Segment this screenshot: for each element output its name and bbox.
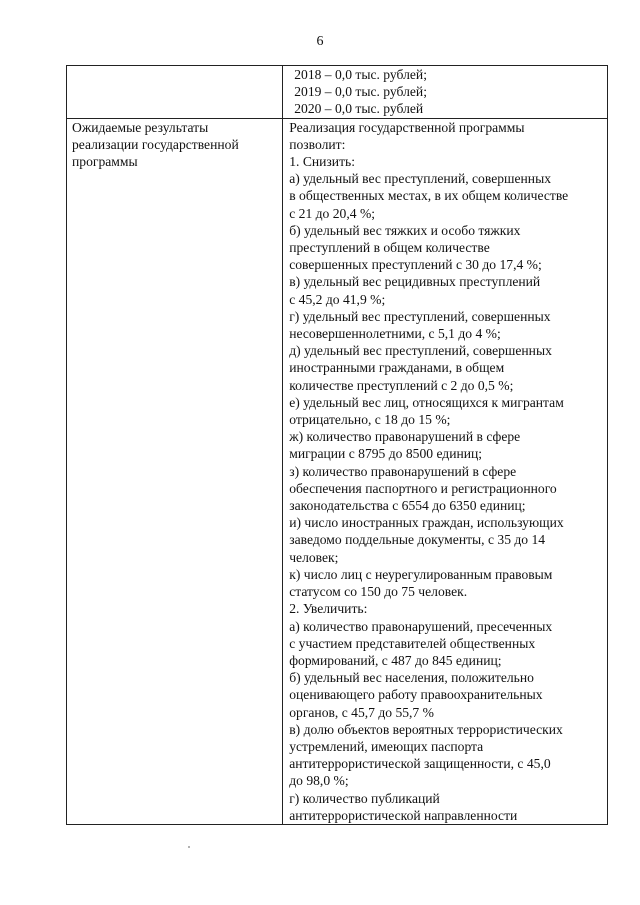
results-text-line: в) удельный вес рецидивных преступлений [289,274,541,290]
expected-results-text-cell [283,118,608,824]
results-text-line: до 98,0 %; [289,773,349,789]
results-text-line: законодательства с 6554 до 6350 единиц; [289,498,526,514]
results-text-line: миграции с 8795 до 8500 единиц; [289,446,483,462]
results-text-line: к) число лиц с неурегулированным правовым [289,566,553,582]
results-text-line: иностранными гражданами, в общем [289,360,505,376]
results-text-line: а) удельный вес преступлений, совершенных [289,171,552,187]
results-text-line: количестве преступлений с 2 до 0,5 %; [289,377,514,393]
results-section-heading: 2. Увеличить: [289,601,368,617]
results-section-heading: 1. Снизить: [289,154,355,170]
funding-year-2018: 2018 – 0,0 тыс. рублей; [294,67,427,82]
results-text-line: преступлений в общем количестве [289,240,490,256]
results-text-line: с 45,2 до 41,9 %; [289,291,386,307]
expected-results-label-line: Ожидаемые результаты [72,119,209,135]
results-text-line: оценивающего работу правоохранительных [289,687,543,703]
results-text-line: формирований, с 487 до 845 единиц; [289,652,502,668]
program-passport-table [66,65,608,825]
results-text-line: с участием представителей общественных [289,635,536,651]
expected-results-label-line: программы [72,154,138,170]
funding-year-2019: 2019 – 0,0 тыс. рублей; [294,84,427,100]
results-text-line: статусом со 150 до 75 человек. [289,584,468,600]
results-text-line: а) количество правонарушений, пресеченных [289,618,553,634]
results-text-line: з) количество правонарушений в сфере [289,463,517,479]
results-text-line: в общественных местах, в их общем количестве [289,188,569,204]
results-text-line: е) удельный вес лиц, относящихся к мигрантам [289,394,564,410]
results-text-line: позволит: [289,136,346,152]
results-text-line: г) удельный вес преступлений, совершенных [289,308,551,324]
results-text-line: заведомо поддельные документы, с 35 до 14 [289,532,546,548]
results-text-line: в) долю объектов вероятных террористических [289,721,563,737]
results-text-line: б) удельный вес населения, положительно [289,670,534,686]
results-text-line: несовершеннолетними, с 5,1 до 4 %; [289,326,501,342]
page-number: 6 [316,34,324,49]
expected-results-label-cell [67,118,283,824]
scan-speck [188,846,190,848]
results-text-line: Реализация государственной программы [289,119,525,135]
results-text-line: и) число иностранных граждан, использующих [289,515,564,531]
expected-results-label-line: реализации государственной [72,136,239,152]
results-text-line: человек; [289,549,339,565]
funding-years-cell [283,66,608,119]
results-text-line: отрицательно, с 18 до 15 %; [289,412,451,428]
results-text-line: антитеррористической защищенности, с 45,0 [289,756,551,772]
results-text-line: ж) количество правонарушений в сфере [289,429,521,445]
results-text-line: г) количество публикаций [289,790,440,806]
table-row-funding [67,66,608,119]
results-text-line: устремлений, имеющих паспорта [289,738,484,754]
results-text-line: с 21 до 20,4 %; [289,205,376,221]
results-text-line: органов, с 45,7 до 55,7 % [289,704,434,720]
results-text-line: совершенных преступлений с 30 до 17,4 %; [289,257,542,273]
results-text-line: д) удельный вес преступлений, совершенных [289,343,552,359]
table-row-expected-results [67,118,608,824]
results-text-line: обеспечения паспортного и регистрационного [289,480,557,496]
funding-left-cell [67,66,283,119]
funding-year-2020: 2020 – 0,0 тыс. рублей [294,101,424,117]
results-text-line: антитеррористической направленности [289,807,518,823]
results-text-line: б) удельный вес тяжких и особо тяжких [289,222,521,238]
